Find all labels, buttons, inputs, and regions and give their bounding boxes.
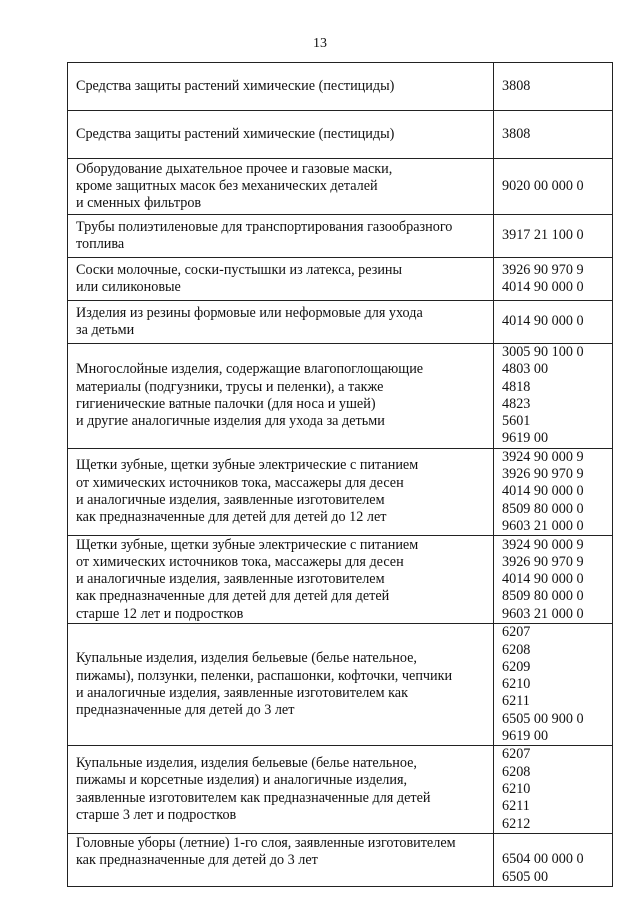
product-description: Соски молочные, соски-пустышки из латекса, резины или силиконовые (68, 258, 494, 301)
table-row (68, 448, 613, 535)
product-description: Головные уборы (летние) 1-го слоя, заявленные изготовителем как предназначенные для детей до 3 лет (68, 833, 494, 886)
product-codes: 3005 90 100 0 4803 00 4818 4823 5601 9619 00 (494, 344, 613, 449)
product-codes: 3924 90 000 9 3926 90 970 9 4014 90 000 0 8509 80 000 0 9603 21 000 0 (494, 536, 613, 624)
product-description: Оборудование дыхательное прочее и газовые маски, кроме защитных масок без механических деталей и сменных фильтров (68, 159, 494, 215)
table-row (68, 63, 613, 111)
product-description: Щетки зубные, щетки зубные электрические с питанием от химических источников тока, массажеры для десен и аналогичные изделия, заявленные изготовителем как предназначенные для детей для детей до 12 лет (68, 448, 494, 535)
product-description: Средства защиты растений химические (пестициды) (68, 63, 494, 111)
product-description: Многослойные изделия, содержащие влагопоглощающие материалы (подгузники, трусы и пеленки), а также гигиенические ватные палочки (для носа и ушей) и другие аналогичные изделия для ухода за детьми (68, 344, 494, 449)
product-codes: 3926 90 970 9 4014 90 000 0 (494, 258, 613, 301)
table-row (68, 111, 613, 159)
table-row (68, 159, 613, 215)
page-number: 13 (313, 36, 327, 51)
product-description: Купальные изделия, изделия бельевые (белье нательное, пижамы и корсетные изделия) и аналогичные изделия, заявленные изготовителем как предназначенные для детей старше 3 лет и подростков (68, 746, 494, 833)
product-description: Изделия из резины формовые или неформовые для ухода за детьми (68, 301, 494, 344)
table-row (68, 746, 613, 833)
product-codes: 4014 90 000 0 (494, 301, 613, 344)
product-codes: 3808 (494, 111, 613, 159)
table-row (68, 624, 613, 746)
product-codes: 6207 6208 6209 6210 6211 6505 00 900 0 9619 00 (494, 624, 613, 746)
table-row (68, 301, 613, 344)
table-row (68, 258, 613, 301)
table-row (68, 833, 613, 886)
product-code-table (67, 62, 613, 887)
product-codes: 3808 (494, 63, 613, 111)
product-codes: 3924 90 000 9 3926 90 970 9 4014 90 000 0 8509 80 000 0 9603 21 000 0 (494, 448, 613, 535)
product-codes: 3917 21 100 0 (494, 215, 613, 258)
product-codes: 9020 00 000 0 (494, 159, 613, 215)
table-row (68, 536, 613, 624)
product-description: Щетки зубные, щетки зубные электрические с питанием от химических источников тока, массажеры для десен и аналогичные изделия, заявленные изготовителем как предназначенные для детей для детей для детей старше 12 лет и подростков (68, 536, 494, 624)
table-row (68, 215, 613, 258)
product-codes: 6504 00 000 0 6505 00 (494, 833, 613, 886)
product-description: Купальные изделия, изделия бельевые (белье нательное, пижамы), ползунки, пеленки, распашонки, кофточки, чепчики и аналогичные изделия, заявленные изготовителем как предназначенные для детей до 3 лет (68, 624, 494, 746)
product-description: Средства защиты растений химические (пестициды) (68, 111, 494, 159)
product-description: Трубы полиэтиленовые для транспортирования газообразного топлива (68, 215, 494, 258)
product-codes: 6207 6208 6210 6211 6212 (494, 746, 613, 833)
table-row (68, 344, 613, 449)
